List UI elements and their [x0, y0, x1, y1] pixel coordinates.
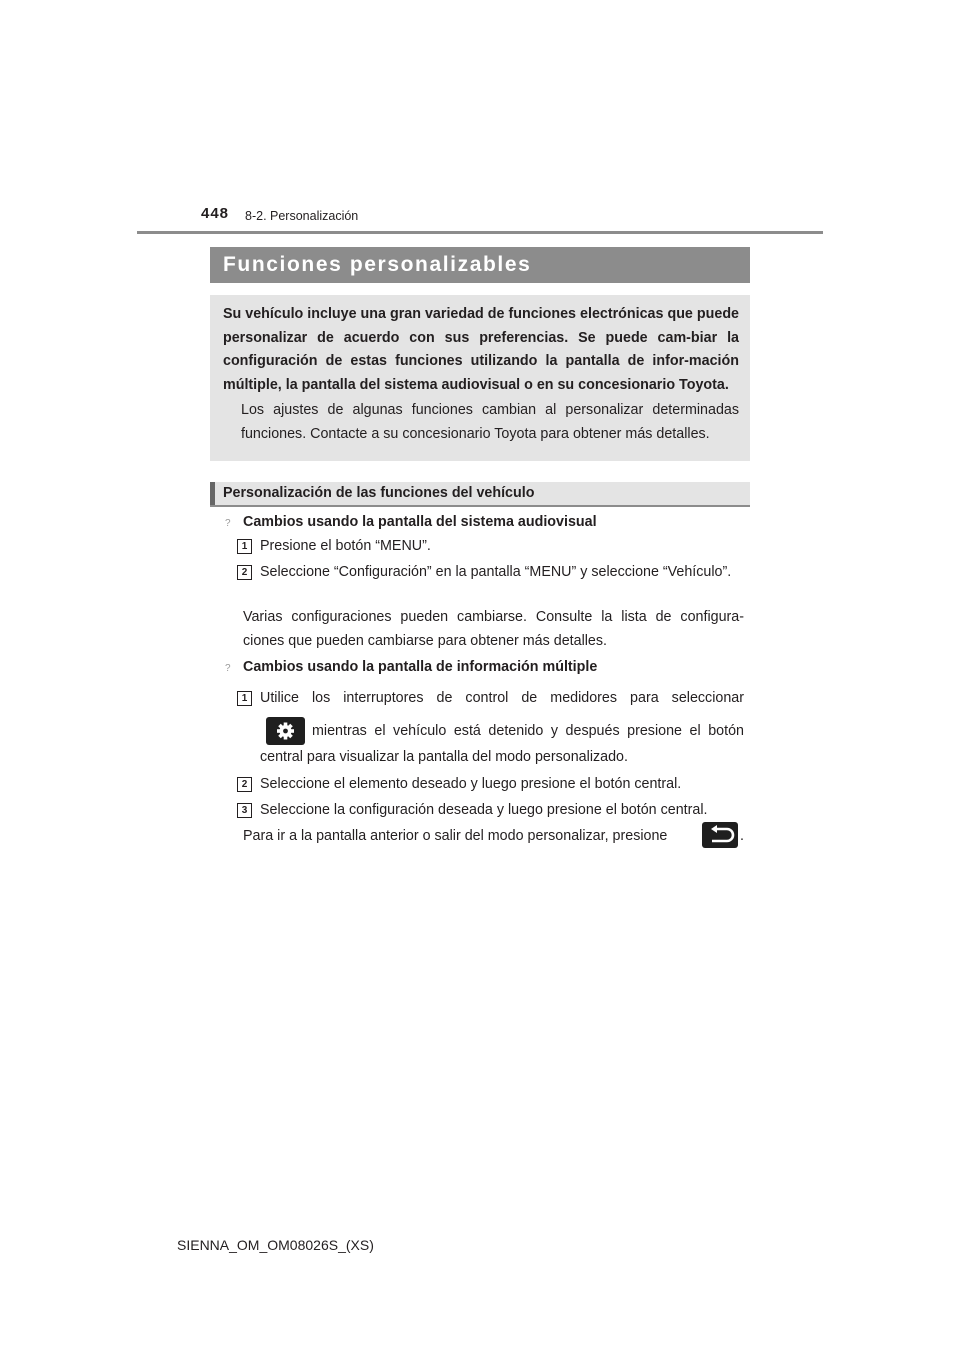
section-note-end: .	[740, 828, 744, 844]
footer-code: SIENNA_OM_OM08026S_(XS)	[177, 1237, 374, 1253]
bullet-mark: ?	[225, 518, 231, 529]
section-label: 8-2. Personalización	[245, 209, 359, 223]
step-number: 1	[237, 691, 252, 706]
step-text: mientras el vehículo está detenido y después presione el botón	[312, 723, 744, 739]
subheading-text: Personalización de las funciones del vehículo	[223, 485, 535, 501]
step-number: 3	[237, 803, 252, 818]
section-heading: Cambios usando la pantalla de información múltiple	[243, 659, 598, 675]
section-heading: Cambios usando la pantalla del sistema audiovisual	[243, 514, 597, 530]
subheading-accent	[210, 482, 215, 505]
step-number: 2	[237, 565, 252, 580]
back-arrow-icon	[702, 822, 738, 848]
intro-note: Los ajustes de algunas funciones cambian al personalizar determinadas funciones. Contacte a su concesionario Toyota para obtener más detalles.	[241, 402, 739, 442]
gear-icon	[266, 717, 305, 745]
step-text: central para visualizar la pantalla del modo personalizado.	[260, 749, 628, 765]
step-text: Seleccione el elemento deseado y luego presione el botón central.	[260, 776, 682, 792]
step-text: Presione el botón “MENU”.	[260, 538, 431, 554]
section-note: Varias configuraciones pueden cambiarse. Consulte la lista de configura-ciones que pueden cambiarse para obtener más detalles.	[243, 609, 744, 649]
bullet-mark: ?	[225, 663, 231, 674]
page-number: 448	[201, 205, 230, 222]
intro-box	[210, 295, 750, 461]
step-text: Utilice los interruptores de control de medidores para seleccionar	[260, 690, 744, 706]
step-text: Seleccione “Configuración” en la pantalla “MENU” y seleccione “Vehículo”.	[260, 564, 732, 580]
intro-text: Su vehículo incluye una gran variedad de funciones electrónicas que puede personalizar de acuerdo con sus preferencias. Se puede cam-biar la configuración de estas funciones utilizando la pantalla de infor-mación múltiple, la pantalla del sistema audiovisual o en su concesionario Toyota.	[223, 306, 739, 393]
step-number: 2	[237, 777, 252, 792]
subheading	[210, 482, 750, 507]
step-text: Seleccione la configuración deseada y luego presione el botón central.	[260, 802, 708, 818]
header-rule	[137, 231, 823, 234]
page-title: Funciones personalizables	[210, 247, 750, 283]
step-number: 1	[237, 539, 252, 554]
section-note: Para ir a la pantalla anterior o salir del modo personalizar, presione	[243, 828, 668, 844]
